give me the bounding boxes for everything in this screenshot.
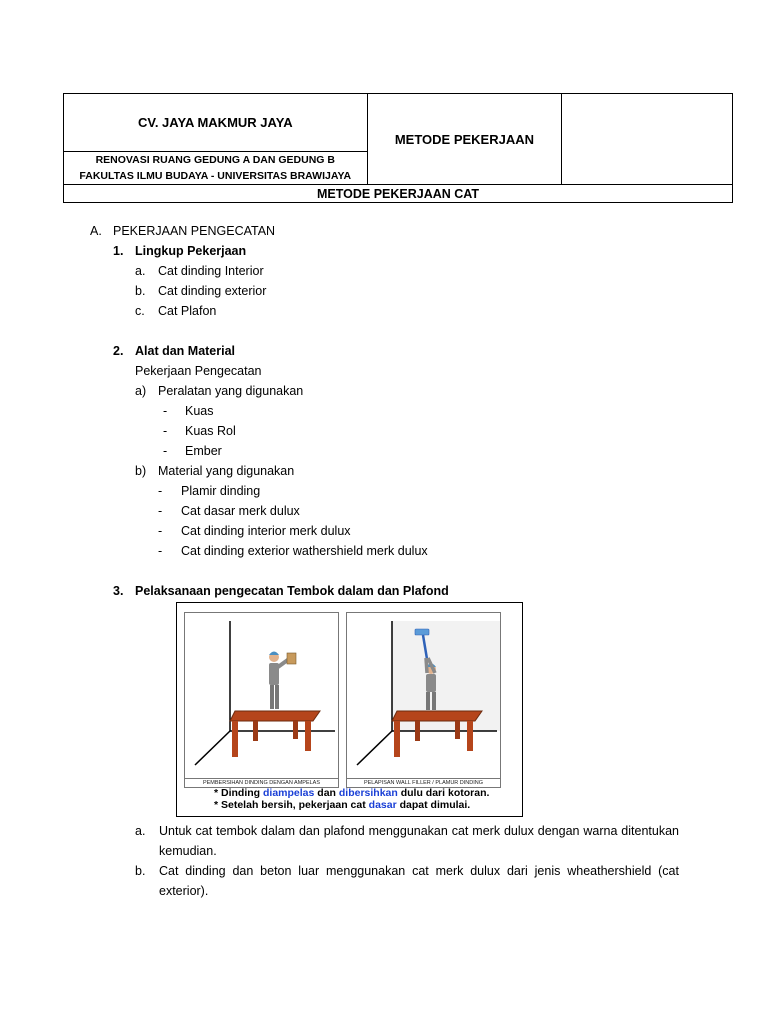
dash: - bbox=[158, 504, 163, 518]
dash: - bbox=[158, 524, 163, 538]
section-a-title: PEKERJAAN PENGECATAN bbox=[113, 224, 276, 238]
note-marker: b. bbox=[135, 864, 146, 878]
list-item: Cat dinding exterior bbox=[158, 284, 267, 298]
note-text: Cat dinding dan beton luar menggunakan cat merk dulux dari jenis wheathershield (cat exterior). bbox=[159, 864, 679, 898]
dash: - bbox=[158, 484, 163, 498]
list-marker: b. bbox=[135, 284, 146, 298]
item2-title: Alat dan Material bbox=[135, 344, 236, 358]
list-item: Cat dinding Interior bbox=[158, 264, 264, 278]
tools-marker: a) bbox=[135, 384, 147, 398]
sanding-panel bbox=[184, 612, 339, 788]
item1-title: Lingkup Pekerjaan bbox=[135, 244, 247, 258]
item1-number: 1. bbox=[113, 244, 124, 258]
list-marker: a. bbox=[135, 264, 146, 278]
note-marker: a. bbox=[135, 824, 146, 838]
filler-panel bbox=[346, 612, 501, 788]
dash: - bbox=[163, 444, 168, 458]
figure-note-2: * Setelah bersih, pekerjaan cat dasar dapat dimulai. bbox=[214, 799, 471, 811]
list-item: Cat dinding interior merk dulux bbox=[181, 524, 351, 538]
item3-number: 3. bbox=[113, 584, 124, 598]
list-item: Cat dasar merk dulux bbox=[181, 504, 300, 518]
item3-title: Pelaksanaan pengecatan Tembok dalam dan Plafond bbox=[135, 584, 449, 598]
figure-note-1: * Dinding diampelas dan dibersihkan dulu dari kotoran. bbox=[214, 787, 490, 799]
dash: - bbox=[163, 404, 168, 418]
item2-number: 2. bbox=[113, 344, 124, 358]
materials-marker: b) bbox=[135, 464, 147, 478]
plastering-worker-illustration bbox=[347, 613, 500, 779]
dash: - bbox=[158, 544, 163, 558]
item2-subtitle: Pekerjaan Pengecatan bbox=[135, 364, 262, 378]
list-item: Kuas bbox=[185, 404, 214, 418]
tools-title: Peralatan yang digunakan bbox=[158, 384, 304, 398]
painting-illustration bbox=[176, 602, 523, 817]
header-table bbox=[63, 93, 733, 203]
section-a-marker: A. bbox=[90, 224, 102, 238]
dash: - bbox=[163, 424, 168, 438]
caption-right: PELAPISAN WALL FILLER / PLAMUR DINDING bbox=[347, 778, 500, 787]
list-item: Ember bbox=[185, 444, 222, 458]
caption-left: PEMBERSIHAN DINDING DENGAN AMPELAS bbox=[185, 778, 338, 787]
document-subtitle: METODE PEKERJAAN CAT bbox=[64, 185, 733, 203]
list-item: Cat Plafon bbox=[158, 304, 217, 318]
project-name: RENOVASI RUANG GEDUNG A DAN GEDUNG B FAKULTAS ILMU BUDAYA - UNIVERSITAS BRAWIJAYA bbox=[64, 152, 368, 185]
company-name: CV. JAYA MAKMUR JAYA bbox=[64, 94, 368, 152]
sanding-worker-illustration bbox=[185, 613, 338, 779]
list-marker: c. bbox=[135, 304, 145, 318]
logo-cell bbox=[562, 94, 733, 185]
list-item: Plamir dinding bbox=[181, 484, 261, 498]
list-item: Cat dinding exterior wathershield merk dulux bbox=[181, 544, 428, 558]
materials-title: Material yang digunakan bbox=[158, 464, 295, 478]
document-type: METODE PEKERJAAN bbox=[367, 94, 562, 185]
note-text: Untuk cat tembok dalam dan plafond menggunakan cat merk dulux dengan warna ditentukan kemudian. bbox=[159, 824, 679, 858]
list-item: Kuas Rol bbox=[185, 424, 236, 438]
